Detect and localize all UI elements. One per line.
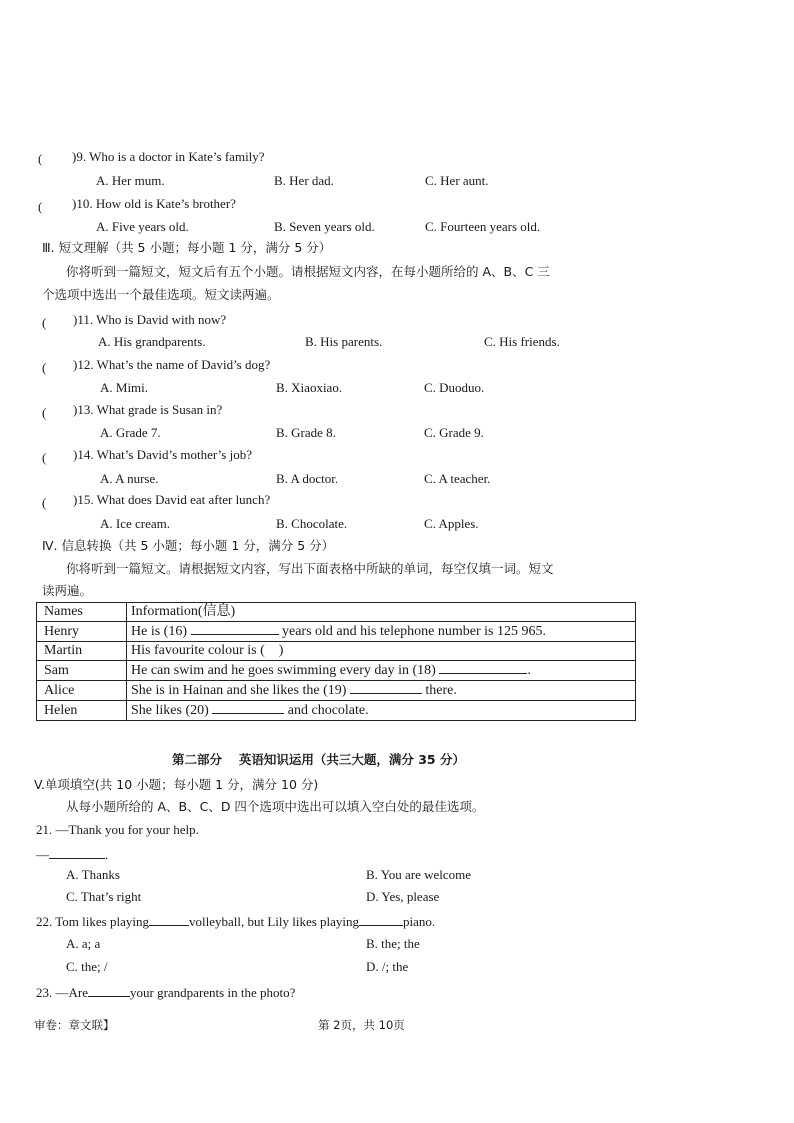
table-cell-name: Henry — [37, 622, 127, 642]
answer-blank-20[interactable] — [212, 701, 284, 714]
option-13c: C. Grade 9. — [424, 425, 484, 440]
section-4-title: Ⅳ. 信息转换（共 5 小题；每小题 1 分，满分 5 分） — [42, 538, 335, 553]
section-5-instruction: 从每小题所给的 A、B、C、D 四个选项中选出可以填入空白处的最佳选项。 — [66, 799, 485, 814]
option-11b: B. His parents. — [305, 334, 383, 349]
table-row — [37, 622, 636, 642]
table-cell-name: Helen — [37, 701, 127, 721]
answer-paren-10: ( — [38, 199, 43, 214]
option-10a: A. Five years old. — [96, 219, 189, 234]
table-cell-info: He is (16) years old and his telephone number is 125 965. — [127, 622, 636, 642]
option-10b: B. Seven years old. — [274, 219, 375, 234]
section-5-title: V.单项填空(共 10 小题；每小题 1 分，满分 10 分) — [34, 777, 319, 792]
answer-blank-19[interactable] — [350, 681, 422, 694]
question-stem-22: 22. Tom likes playing volleyball, but Lily likes playing piano. — [36, 914, 436, 929]
question-stem-11: )11. Who is David with now? — [73, 312, 227, 327]
option-21c: C. That’s right — [66, 889, 142, 904]
option-21a: A. Thanks — [66, 867, 120, 882]
option-15b: B. Chocolate. — [276, 516, 348, 531]
option-15a: A. Ice cream. — [100, 516, 171, 531]
section-4-instruction-line1: 你将听到一篇短文。请根据短文内容，写出下面表格中所缺的单词，每空仅填一词。短文 — [66, 561, 554, 576]
table-row — [37, 681, 636, 701]
table-cell-name: Alice — [37, 681, 127, 701]
question-stem-14: )14. What’s David’s mother’s job? — [73, 447, 252, 462]
answer-paren-9: ( — [38, 151, 43, 166]
section-4-instruction-line2: 读两遍。 — [42, 583, 93, 598]
option-22c: C. the; / — [66, 959, 108, 974]
answer-blank-23[interactable] — [88, 984, 130, 997]
option-9c: C. Her aunt. — [425, 173, 489, 188]
option-14c: C. A teacher. — [424, 471, 491, 486]
option-15c: C. Apples. — [424, 516, 479, 531]
option-9b: B. Her dad. — [274, 173, 334, 188]
table-cell-info: She is in Hainan and she likes the (19) there. — [127, 681, 636, 701]
table-cell-info: She likes (20) and chocolate. — [127, 701, 636, 721]
part-2-heading: 第二部分 英语知识运用（共三大题，满分 35 分） — [172, 752, 465, 767]
information-table — [36, 602, 636, 721]
option-12a: A. Mimi. — [100, 380, 149, 395]
answer-paren-12: ( — [42, 360, 47, 375]
table-cell-name: Martin — [37, 642, 127, 661]
option-22d: D. /; the — [366, 959, 409, 974]
option-21b: B. You are welcome — [366, 867, 472, 882]
question-21-reply: — . — [36, 847, 109, 862]
answer-paren-13: ( — [42, 405, 47, 420]
page-number: 第 2页，共 10页 — [318, 1018, 405, 1032]
option-12b: B. Xiaoxiao. — [276, 380, 343, 395]
option-13b: B. Grade 8. — [276, 425, 336, 440]
question-stem-12: )12. What’s the name of David’s dog? — [73, 357, 271, 372]
table-row — [37, 701, 636, 721]
option-14b: B. A doctor. — [276, 471, 339, 486]
question-stem-21: 21. —Thank you for your help. — [36, 822, 199, 837]
answer-paren-15: ( — [42, 495, 47, 510]
table-cell-info: His favourite colour is ( ) — [127, 642, 636, 661]
option-22a: A. a; a — [66, 936, 101, 951]
table-cell-name: Sam — [37, 661, 127, 681]
table-cell-info: He can swim and he goes swimming every day in (18) . — [127, 661, 636, 681]
table-header-information: Information(信息) — [127, 603, 636, 622]
option-12c: C. Duoduo. — [424, 380, 485, 395]
question-stem-15: )15. What does David eat after lunch? — [73, 492, 271, 507]
option-13a: A. Grade 7. — [100, 425, 161, 440]
question-stem-23: 23. —Are your grandparents in the photo? — [36, 985, 296, 1000]
question-stem-13: )13. What grade is Susan in? — [73, 402, 223, 417]
answer-blank-22b[interactable] — [359, 913, 403, 926]
answer-blank-22a[interactable] — [149, 913, 189, 926]
section-3-title: Ⅲ. 短文理解（共 5 小题；每小题 1 分，满分 5 分） — [42, 240, 332, 255]
answer-paren-14: ( — [42, 450, 47, 465]
option-21d: D. Yes, please — [366, 889, 440, 904]
option-11a: A. His grandparents. — [98, 334, 206, 349]
option-9a: A. Her mum. — [96, 173, 165, 188]
question-stem-10: )10. How old is Kate’s brother? — [72, 196, 236, 211]
option-10c: C. Fourteen years old. — [425, 219, 541, 234]
option-11c: C. His friends. — [484, 334, 560, 349]
answer-paren-11: ( — [42, 315, 47, 330]
section-3-instruction-line1: 你将听到一篇短文，短文后有五个小题。请根据短文内容，在每小题所给的 A、B、C 三 — [66, 264, 550, 279]
answer-blank-18[interactable] — [439, 661, 527, 674]
option-22b: B. the; the — [366, 936, 420, 951]
table-row — [37, 661, 636, 681]
answer-blank-16[interactable] — [191, 622, 279, 635]
table-header-names: Names — [37, 603, 127, 622]
answer-blank-21[interactable] — [49, 846, 105, 859]
table-header-row — [37, 603, 636, 622]
footer-reviewer: 审卷：章文联】 — [34, 1018, 115, 1032]
option-14a: A. A nurse. — [100, 471, 159, 486]
question-stem-9: )9. Who is a doctor in Kate’s family? — [72, 149, 265, 164]
table-row — [37, 642, 636, 661]
section-3-instruction-line2: 个选项中选出一个最佳选项。短文读两遍。 — [42, 287, 280, 302]
